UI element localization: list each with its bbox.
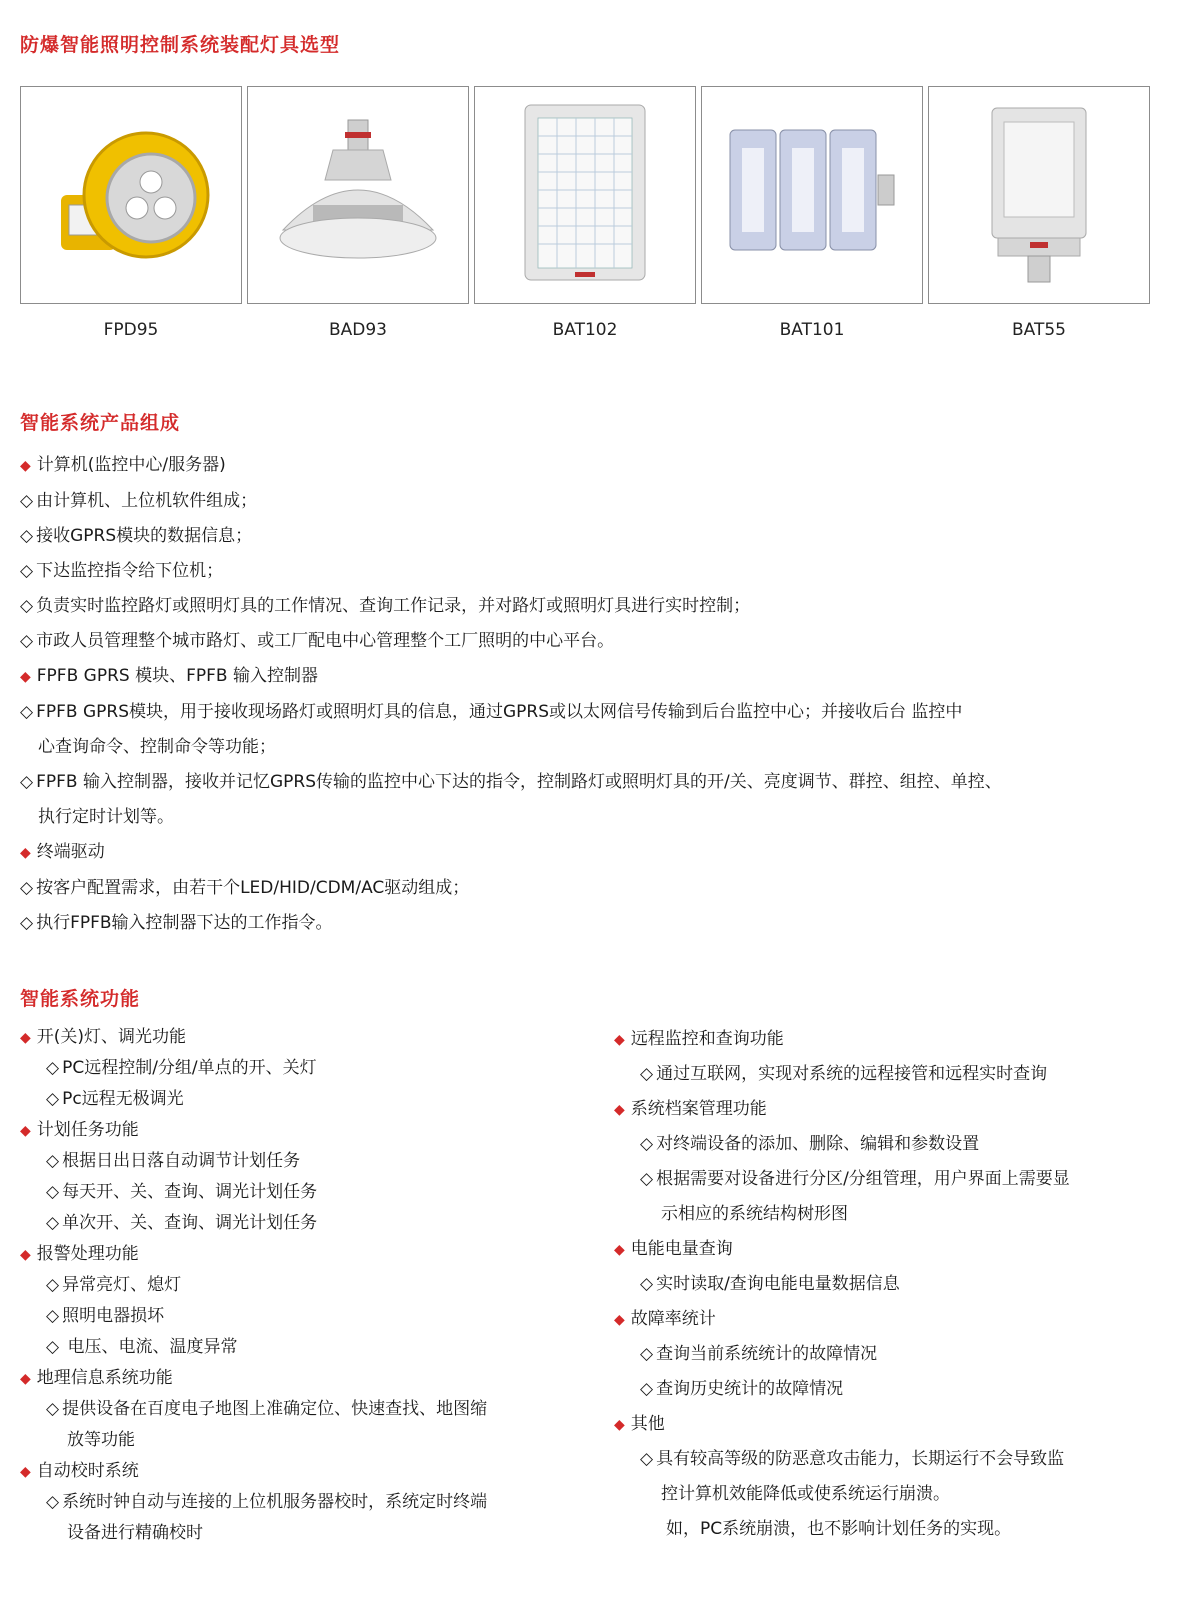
section-heading-item: [20, 1363, 600, 1394]
item-text: 查询当前系统统计的故障情况: [656, 1344, 878, 1364]
product-card: [247, 86, 469, 340]
item-text: 地理信息系统功能: [36, 1368, 173, 1388]
list-item: [20, 906, 1190, 941]
item-text: 执行定时计划等。: [38, 807, 174, 827]
yellow-floodlight-icon: [41, 110, 221, 280]
section-heading-item: [614, 1092, 1184, 1127]
hollow-diamond-bullet-icon: ◇: [640, 1344, 654, 1364]
item-text: PC远程控制/分组/单点的开、关灯: [62, 1058, 317, 1078]
hollow-diamond-bullet-icon: ◇: [20, 772, 34, 792]
item-text: 设备进行精确校时: [67, 1523, 203, 1543]
red-diamond-bullet-icon: ◆: [20, 1464, 31, 1480]
item-text: 电能电量查询: [630, 1239, 733, 1259]
hollow-diamond-bullet-icon: ◇: [640, 1134, 654, 1154]
list-item: [20, 1487, 600, 1518]
hollow-diamond-bullet-icon: ◇: [20, 913, 34, 933]
hollow-diamond-bullet-icon: ◇: [46, 1492, 60, 1512]
item-text: FPFB GPRS 模块、FPFB 输入控制器: [36, 666, 318, 686]
red-diamond-bullet-icon: ◆: [20, 1030, 31, 1046]
product-card: [474, 86, 696, 340]
item-text: 市政人员管理整个城市路灯、或工厂配电中心管理整个工厂照明的中心平台。: [36, 631, 615, 651]
red-diamond-bullet-icon: ◆: [20, 1123, 31, 1139]
item-text: 远程监控和查询功能: [630, 1029, 784, 1049]
hollow-diamond-bullet-icon: ◇: [46, 1337, 60, 1357]
list-item: [614, 1127, 1184, 1162]
red-diamond-bullet-icon: ◆: [614, 1032, 625, 1048]
hollow-diamond-bullet-icon: ◇: [20, 878, 34, 898]
list-item: [614, 1442, 1184, 1477]
red-diamond-bullet-icon: ◆: [20, 845, 31, 861]
item-text: 通过互联网，实现对系统的远程接管和远程实时查询: [656, 1064, 1048, 1084]
hollow-diamond-bullet-icon: ◇: [46, 1275, 60, 1295]
red-diamond-bullet-icon: ◆: [614, 1102, 625, 1118]
list-item: [20, 624, 1190, 659]
red-diamond-bullet-icon: ◆: [614, 1417, 625, 1433]
hollow-diamond-bullet-icon: ◇: [640, 1169, 654, 1189]
list-item: [20, 1053, 600, 1084]
item-text: 控计算机效能降低或使系统运行崩溃。: [661, 1484, 950, 1504]
product-card: [20, 86, 242, 340]
section-heading-item: [20, 1022, 600, 1053]
item-text: FPFB 输入控制器，接收并记忆GPRS传输的监控中心下达的指令，控制路灯或照明灯具的开/关、亮度调节、群控、组控、单控、: [36, 772, 1002, 792]
list-item: [20, 871, 1190, 906]
hollow-diamond-bullet-icon: ◇: [640, 1064, 654, 1084]
list-item: [614, 1477, 1184, 1512]
item-text: 放等功能: [67, 1430, 135, 1450]
red-diamond-bullet-icon: ◆: [614, 1242, 625, 1258]
item-text: 每天开、关、查询、调光计划任务: [62, 1182, 318, 1202]
item-text: 按客户配置需求，由若干个LED/HID/CDM/AC驱动组成；: [36, 878, 470, 898]
hollow-diamond-bullet-icon: ◇: [640, 1274, 654, 1294]
list-item: [20, 484, 1190, 519]
item-text: 负责实时监控路灯或照明灯具的工作情况、查询工作记录，并对路灯或照明灯具进行实时控制；: [36, 596, 751, 616]
list-item: [614, 1372, 1184, 1407]
product-name: BAT55: [1012, 320, 1066, 340]
list-item: [20, 1425, 600, 1456]
item-text: 由计算机、上位机软件组成；: [36, 491, 258, 511]
item-text: 其他: [630, 1414, 665, 1434]
item-text: 如，PC系统崩溃，也不影响计划任务的实现。: [666, 1519, 1012, 1539]
item-text: 开(关)灯、调光功能: [36, 1027, 187, 1047]
item-text: 故障率统计: [630, 1309, 716, 1329]
product-image-frame: [701, 86, 923, 304]
list-item: [614, 1057, 1184, 1092]
functions-right-column: [614, 1022, 1184, 1547]
composition-title: 智能系统产品组成: [20, 412, 181, 434]
item-text: 根据日出日落自动调节计划任务: [62, 1151, 301, 1171]
item-text: 终端驱动: [36, 842, 105, 862]
product-gallery: [20, 86, 1182, 346]
round-highbay-lamp-icon: [263, 110, 453, 280]
list-item: [20, 589, 1190, 624]
hollow-diamond-bullet-icon: ◇: [46, 1213, 60, 1233]
composition-list: [20, 448, 1190, 941]
red-diamond-bullet-icon: ◆: [20, 1371, 31, 1387]
product-name: FPD95: [103, 320, 159, 340]
item-text: FPFB GPRS模块，用于接收现场路灯或照明灯具的信息，通过GPRS或以太网信号传输到后台监控中心；并接收后台 监控中: [36, 702, 963, 722]
item-text: 接收GPRS模块的数据信息；: [36, 526, 253, 546]
item-text: 系统档案管理功能: [630, 1099, 767, 1119]
red-diamond-bullet-icon: ◆: [20, 1247, 31, 1263]
list-item: [20, 1518, 600, 1549]
red-diamond-bullet-icon: ◆: [20, 458, 31, 474]
hollow-diamond-bullet-icon: ◇: [46, 1306, 60, 1326]
list-item: [20, 765, 1190, 800]
red-diamond-bullet-icon: ◆: [614, 1312, 625, 1328]
list-item: [614, 1512, 1184, 1547]
item-text: 单次开、关、查询、调光计划任务: [62, 1213, 318, 1233]
item-text: 实时读取/查询电能电量数据信息: [656, 1274, 900, 1294]
hollow-diamond-bullet-icon: ◇: [46, 1089, 60, 1109]
section-heading-item: [20, 1115, 600, 1146]
list-item: [20, 730, 1190, 765]
list-item: [20, 1394, 600, 1425]
list-item: [20, 1146, 600, 1177]
list-item: [20, 695, 1190, 730]
section-heading-item: [20, 448, 1190, 484]
item-text: 照明电器损坏: [62, 1306, 165, 1326]
product-image-frame: [247, 86, 469, 304]
item-text: 对终端设备的添加、删除、编辑和参数设置: [656, 1134, 980, 1154]
list-item: [20, 1177, 600, 1208]
item-text: 执行FPFB输入控制器下达的工作指令。: [36, 913, 333, 933]
hollow-diamond-bullet-icon: ◇: [20, 596, 34, 616]
item-text: 查询历史统计的故障情况: [656, 1379, 844, 1399]
list-item: [20, 1301, 600, 1332]
section-heading-item: [20, 659, 1190, 695]
item-text: 计划任务功能: [36, 1120, 139, 1140]
list-item: [614, 1337, 1184, 1372]
functions-title: 智能系统功能: [20, 988, 141, 1010]
section-heading-item: [614, 1022, 1184, 1057]
item-text: 下达监控指令给下位机；: [36, 561, 224, 581]
item-text: 计算机(监控中心/服务器): [36, 455, 226, 475]
section-heading-item: [20, 1456, 600, 1487]
item-text: 提供设备在百度电子地图上准确定位、快速查找、地图缩: [62, 1399, 488, 1419]
item-text: 根据需要对设备进行分区/分组管理，用户界面上需要显: [656, 1169, 1070, 1189]
functions-left-column: [20, 1022, 600, 1549]
item-text: 报警处理功能: [36, 1244, 139, 1264]
hollow-diamond-bullet-icon: ◇: [20, 561, 34, 581]
product-name: BAD93: [328, 320, 387, 340]
list-item: [20, 1084, 600, 1115]
section-heading-item: [614, 1232, 1184, 1267]
list-item: [20, 1270, 600, 1301]
section-heading-item: [614, 1407, 1184, 1442]
red-diamond-bullet-icon: ◆: [20, 669, 31, 685]
led-panel-lamp-icon: [520, 100, 650, 290]
item-text: 异常亮灯、熄灯: [62, 1275, 182, 1295]
product-image-frame: [474, 86, 696, 304]
hollow-diamond-bullet-icon: ◇: [20, 631, 34, 651]
item-text: Pc远程无极调光: [62, 1089, 184, 1109]
section-heading-item: [20, 1239, 600, 1270]
list-item: [614, 1267, 1184, 1302]
list-item: [20, 554, 1190, 589]
product-name: BAT101: [779, 320, 845, 340]
hollow-diamond-bullet-icon: ◇: [46, 1058, 60, 1078]
item-text: 系统时钟自动与连接的上位机服务器校时，系统定时终端: [62, 1492, 488, 1512]
product-card: [701, 86, 923, 340]
section-heading-item: [614, 1302, 1184, 1337]
product-image-frame: [928, 86, 1150, 304]
hollow-diamond-bullet-icon: ◇: [20, 526, 34, 546]
list-item: [20, 1332, 600, 1363]
list-item: [614, 1197, 1184, 1232]
item-text: 心查询命令、控制命令等功能；: [38, 737, 276, 757]
page-title: 防爆智能照明控制系统装配灯具选型: [20, 34, 341, 56]
item-text: 自动校时系统: [36, 1461, 139, 1481]
item-text: 具有较高等级的防恶意攻击能力，长期运行不会导致监: [656, 1449, 1065, 1469]
product-name: BAT102: [552, 320, 618, 340]
item-text: 电压、电流、温度异常: [62, 1337, 238, 1357]
item-text: 示相应的系统结构树形图: [661, 1204, 848, 1224]
triple-module-floodlight-icon: [722, 120, 902, 270]
street-lamp-icon: [984, 100, 1094, 290]
hollow-diamond-bullet-icon: ◇: [640, 1449, 654, 1469]
product-card: [928, 86, 1150, 340]
hollow-diamond-bullet-icon: ◇: [20, 491, 34, 511]
product-image-frame: [20, 86, 242, 304]
list-item: [20, 519, 1190, 554]
hollow-diamond-bullet-icon: ◇: [46, 1399, 60, 1419]
section-heading-item: [20, 835, 1190, 871]
hollow-diamond-bullet-icon: ◇: [20, 702, 34, 722]
hollow-diamond-bullet-icon: ◇: [46, 1151, 60, 1171]
list-item: [20, 800, 1190, 835]
hollow-diamond-bullet-icon: ◇: [46, 1182, 60, 1202]
hollow-diamond-bullet-icon: ◇: [640, 1379, 654, 1399]
list-item: [20, 1208, 600, 1239]
list-item: [614, 1162, 1184, 1197]
